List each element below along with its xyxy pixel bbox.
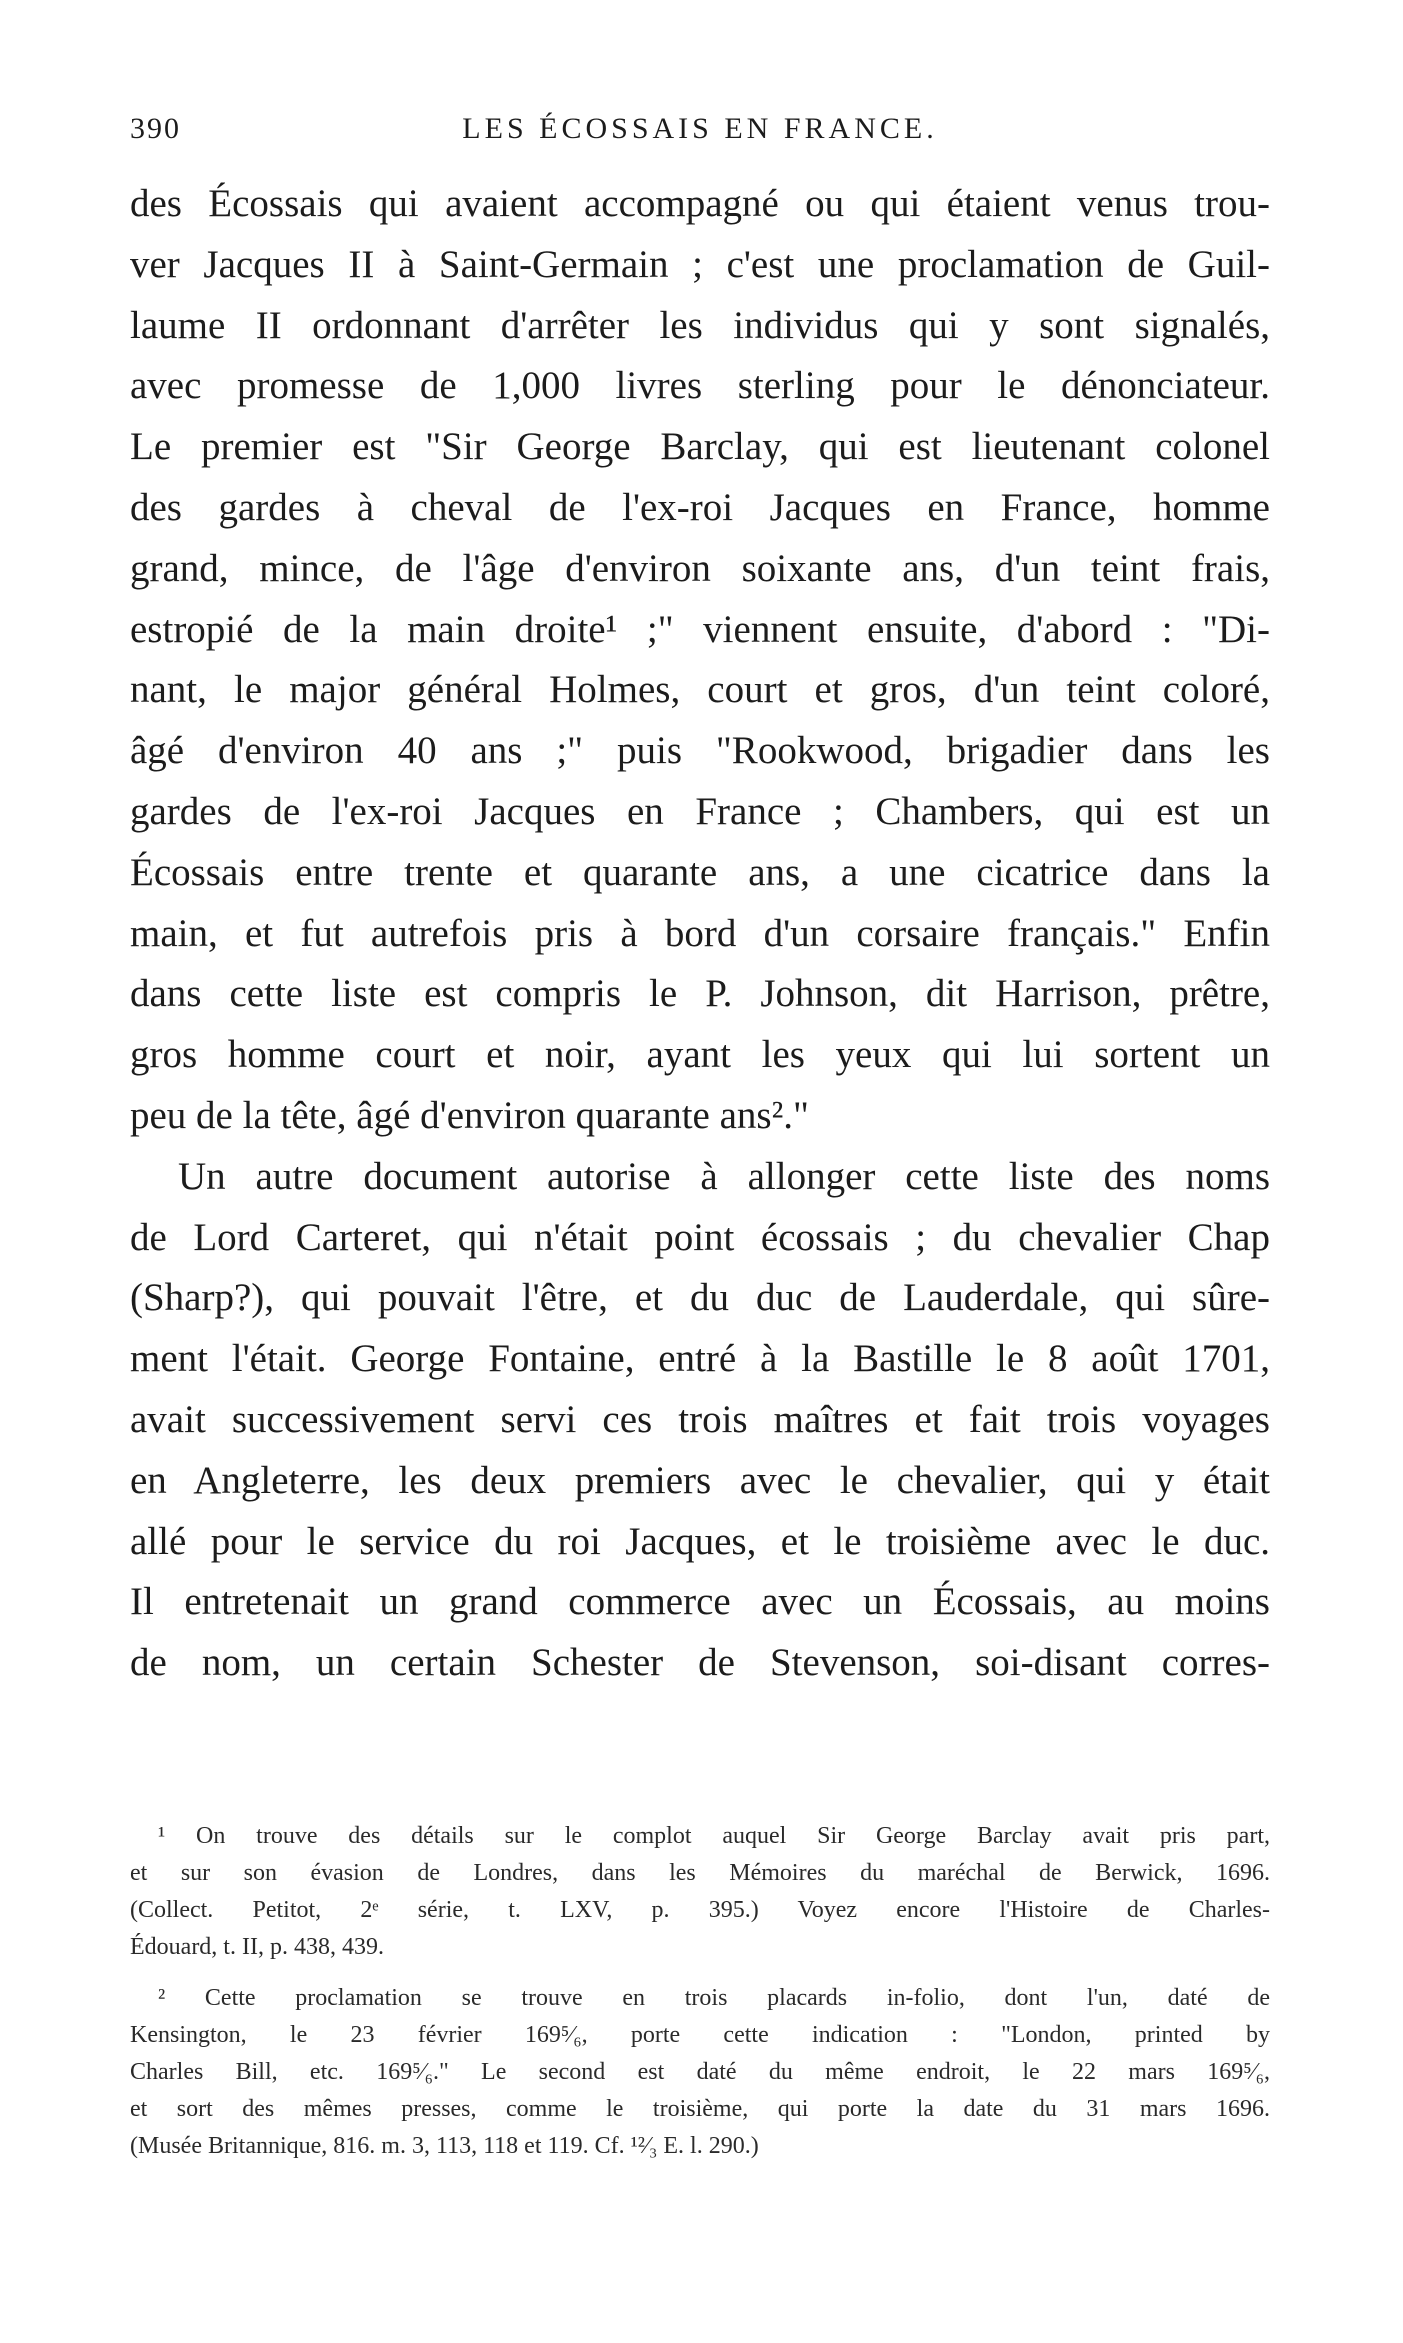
body-line: Le premier est "Sir George Barclay, qui est lieutenant colonel (130, 425, 1270, 469)
footnote-1-line: ¹ On trouve des détails sur le complot auquel Sir George Barclay avait pris part, (158, 1823, 1270, 1849)
body-line: ver Jacques II à Saint-Germain ; c'est une proclamation de Guil- (130, 242, 1270, 286)
body-line: peu de la tête, âgé d'environ quarante ans²." (130, 1093, 809, 1137)
body-line: ment l'était. George Fontaine, entré à la Bastille le 8 août 1701, (130, 1337, 1270, 1381)
page-number: 390 (130, 112, 181, 145)
body-line: grand, mince, de l'âge d'environ soixante ans, d'un teint frais, (130, 546, 1270, 590)
body-line: (Sharp?), qui pouvait l'être, et du duc de Lauderdale, qui sûre- (130, 1276, 1270, 1320)
body-line: de Lord Carteret, qui n'était point écossais ; du chevalier Chap (130, 1215, 1270, 1259)
body-line: estropié de la main droite¹ ;" viennent ensuite, d'abord : "Di- (130, 607, 1270, 651)
body-line: Un autre document autorise à allonger cette liste des noms (178, 1154, 1270, 1198)
body-line: avait successivement servi ces trois maîtres et fait trois voyages (130, 1397, 1270, 1441)
body-line: en Angleterre, les deux premiers avec le chevalier, qui y était (130, 1458, 1270, 1502)
body-line: nant, le major général Holmes, court et gros, d'un teint coloré, (130, 668, 1270, 712)
body-line: allé pour le service du roi Jacques, et le troisième avec le duc. (130, 1519, 1270, 1563)
body-line: de nom, un certain Schester de Stevenson, soi-disant corres- (130, 1641, 1270, 1685)
body-line: dans cette liste est compris le P. Johnson, dit Harrison, prêtre, (130, 972, 1270, 1016)
page-header (130, 112, 1270, 156)
footnote-2-line: (Musée Britannique, 816. m. 3, 113, 118 et 119. Cf. ¹²⁄₃ E. l. 290.) (130, 2133, 759, 2159)
body-line: âgé d'environ 40 ans ;" puis "Rookwood, brigadier dans les (130, 729, 1270, 773)
footnote-1-line: Édouard, t. II, p. 438, 439. (130, 1934, 384, 1960)
body-line: laume II ordonnant d'arrêter les individus qui y sont signalés, (130, 303, 1270, 347)
running-title: LES ÉCOSSAIS EN FRANCE. (462, 112, 938, 145)
footnote-2-line: et sort des mêmes presses, comme le troisième, qui porte la date du 31 mars 1696. (130, 2096, 1270, 2122)
footnote-1-line: et sur son évasion de Londres, dans les Mémoires du maréchal de Berwick, 1696. (130, 1860, 1270, 1886)
footnote-1-line: (Collect. Petitot, 2ᵉ série, t. LXV, p. 395.) Voyez encore l'Histoire de Charles- (130, 1897, 1270, 1923)
body-line: main, et fut autrefois pris à bord d'un corsaire français." Enfin (130, 911, 1270, 955)
body-line: gros homme court et noir, ayant les yeux qui lui sortent un (130, 1033, 1270, 1077)
footnote-2-line: Charles Bill, etc. 169⁵⁄₆." Le second est daté du même endroit, le 22 mars 169⁵⁄₆, (130, 2059, 1270, 2085)
body-line: gardes de l'ex-roi Jacques en France ; Chambers, qui est un (130, 789, 1270, 833)
footnote-2-line: Kensington, le 23 février 169⁵⁄₆, porte cette indication : "London, printed by (130, 2022, 1270, 2048)
body-line: Écossais entre trente et quarante ans, a une cicatrice dans la (130, 850, 1270, 894)
footnotes (130, 1818, 1270, 2165)
body-text (130, 174, 1270, 1694)
body-line: des gardes à cheval de l'ex-roi Jacques en France, homme (130, 485, 1270, 529)
body-line: des Écossais qui avaient accompagné ou qui étaient venus trou- (130, 182, 1270, 225)
footnote-2-line: ² Cette proclamation se trouve en trois placards in-folio, dont l'un, daté de (158, 1985, 1270, 2011)
body-line: avec promesse de 1,000 livres sterling pour le dénonciateur. (130, 364, 1270, 408)
body-line: Il entretenait un grand commerce avec un Écossais, au moins (130, 1580, 1270, 1624)
